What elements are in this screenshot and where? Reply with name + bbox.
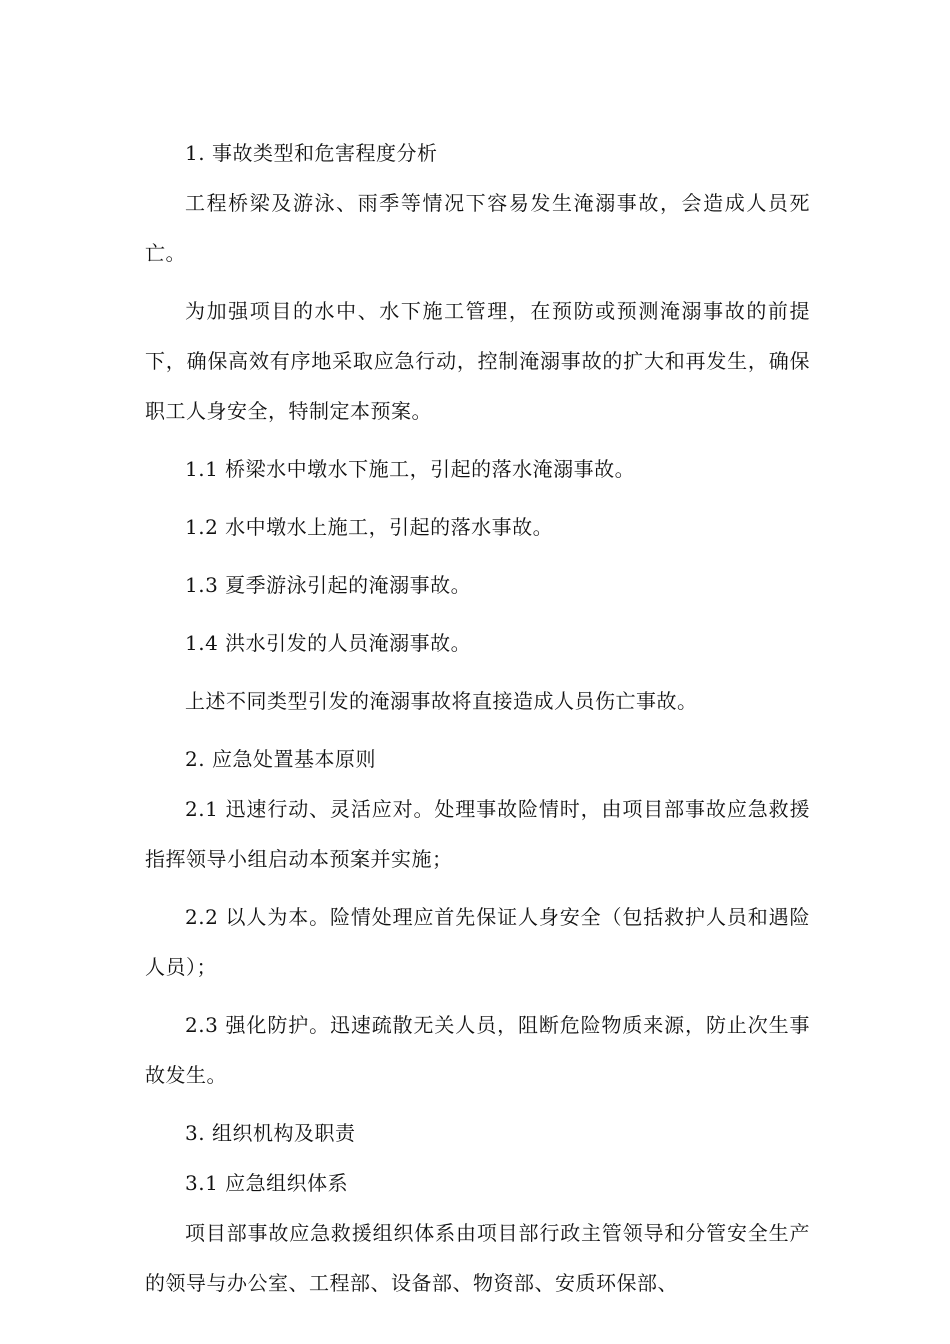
list-item-1-3: 1.3 夏季游泳引起的淹溺事故。 xyxy=(185,573,472,597)
paragraph-organization: 项目部事故应急救援组织体系由项目部行政主管领导和分管安全生产的领导与办公室、工程部、设备部、物资部、安质环保部、 xyxy=(145,1221,810,1295)
section-heading-3: 3. 组织机构及职责 xyxy=(185,1121,356,1145)
paragraph-purpose: 为加强项目的水中、水下施工管理，在预防或预测淹溺事故的前提下，确保高效有序地采取应急行动，控制淹溺事故的扩大和再发生，确保职工人身安全，特制定本预案。 xyxy=(145,299,810,423)
paragraph-risk-description: 工程桥梁及游泳、雨季等情况下容易发生淹溺事故，会造成人员死亡。 xyxy=(145,191,810,265)
section-heading-1: 1. 事故类型和危害程度分析 xyxy=(185,141,438,165)
subsection-heading-3-1: 3.1 应急组织体系 xyxy=(185,1171,349,1195)
list-item-1-2: 1.2 水中墩水上施工，引起的落水事故。 xyxy=(185,515,554,539)
section-heading-2: 2. 应急处置基本原则 xyxy=(185,747,376,771)
list-item-1-1: 1.1 桥梁水中墩水下施工，引起的落水淹溺事故。 xyxy=(185,457,636,481)
list-item-2-1: 2.1 迅速行动、灵活应对。处理事故险情时，由项目部事故应急救援指挥领导小组启动本预案并实施； xyxy=(145,797,810,871)
list-item-2-3: 2.3 强化防护。迅速疏散无关人员，阻断危险物质来源，防止次生事故发生。 xyxy=(145,1013,810,1087)
paragraph-summary: 上述不同类型引发的淹溺事故将直接造成人员伤亡事故。 xyxy=(185,689,698,713)
list-item-2-2: 2.2 以人为本。险情处理应首先保证人身安全（包括救护人员和遇险人员）； xyxy=(145,905,810,979)
list-item-1-4: 1.4 洪水引发的人员淹溺事故。 xyxy=(185,631,472,655)
